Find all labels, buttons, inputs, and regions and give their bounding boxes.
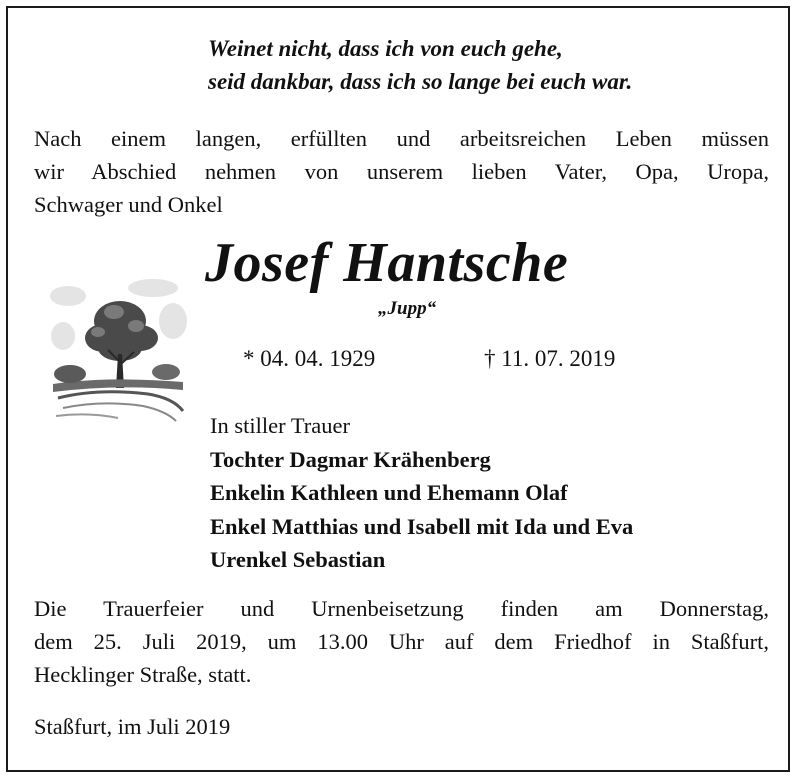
birth-date: * 04. 04. 1929 (243, 346, 376, 371)
intro-line: wir Abschied nehmen von unserem lieben Vater, Opa, Uropa, (34, 159, 769, 184)
mourner-name: Tochter Dagmar Krähenberg (210, 446, 491, 472)
tree-landscape-icon (48, 266, 188, 426)
intro-line: Nach einem langen, erfüllten und arbeitsreichen Leben müssen (34, 126, 769, 151)
mourners-list (210, 409, 633, 577)
service-line: Die Trauerfeier und Urnenbeisetzung finden am Donnerstag, (34, 596, 769, 621)
service-announcement (34, 592, 769, 691)
motto-line: seid dankbar, dass ich so lange bei euch war. (208, 69, 633, 94)
intro-text (34, 122, 769, 221)
service-line: dem 25. Juli 2019, um 13.00 Uhr auf dem Friedhof in Staßfurt, (34, 629, 769, 654)
mourner-name: Enkelin Kathleen und Ehemann Olaf (210, 480, 568, 505)
mourners-lead: In stiller Trauer (210, 413, 350, 438)
motto-line: Weinet nicht, dass ich von euch gehe, (208, 36, 563, 61)
place-and-date: Staßfurt, im Juli 2019 (34, 714, 231, 739)
deceased-name: Josef Hantsche (205, 232, 569, 294)
death-date: † 11. 07. 2019 (484, 346, 616, 371)
deceased-nickname: „Jupp“ (378, 298, 437, 319)
mourner-name: Urenkel Sebastian (210, 547, 386, 572)
service-line: Hecklinger Straße, statt. (34, 662, 252, 687)
motto-verse (208, 32, 632, 98)
mourner-name: Enkel Matthias und Isabell mit Ida und Eva (210, 513, 634, 539)
intro-line: Schwager und Onkel (34, 192, 223, 217)
